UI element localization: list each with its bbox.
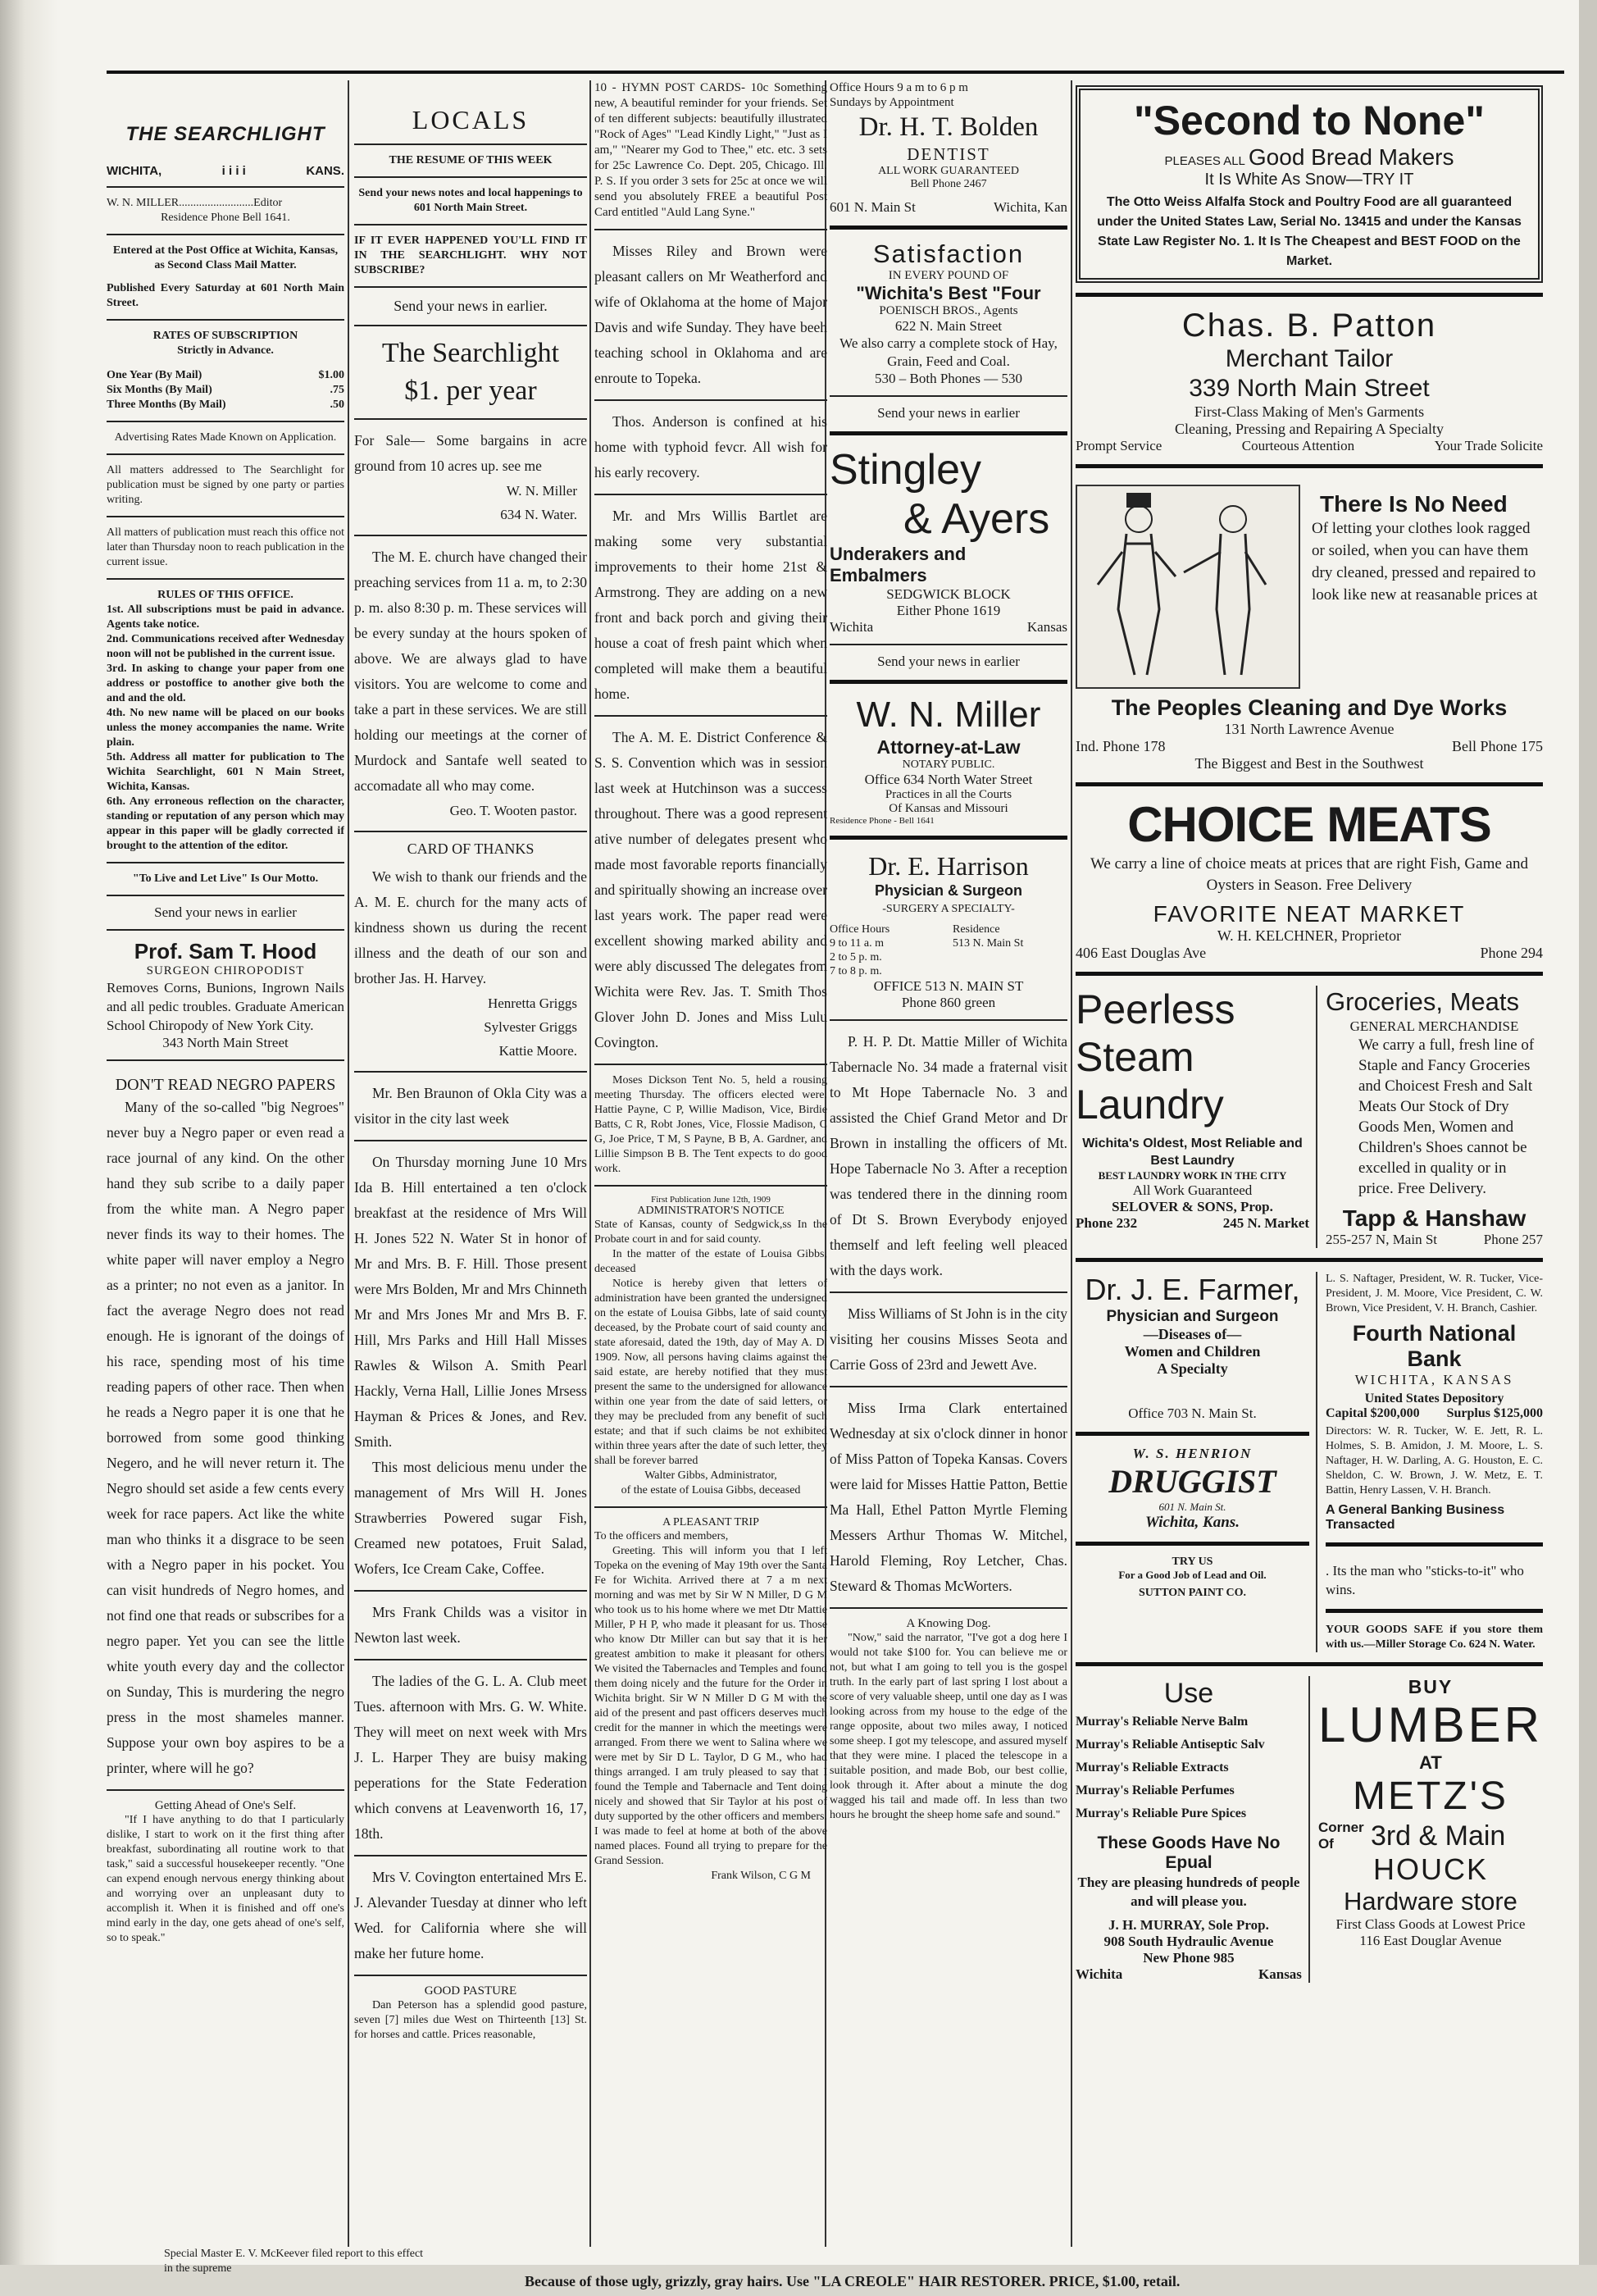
locals-title: LOCALS xyxy=(412,105,530,134)
column-5 xyxy=(1076,80,1543,2247)
peerless-body: Wichita's Oldest, Most Reliable and Best Laundry xyxy=(1082,1137,1303,1168)
miller-title: Attorney-at-Law xyxy=(876,736,1021,758)
divider xyxy=(1076,782,1543,786)
miller-states: Of Kansas and Missouri xyxy=(889,802,1008,815)
gla-item: The ladies of the G. L. A. Club meet Tues. afternoon with Mrs. G. W. White. They will meet on next week with Mrs J. L. Harper They are buisy making peperations for the State Federation which convens at Leavenworth 16, 17, 18th. xyxy=(354,1673,587,1842)
divider xyxy=(107,186,344,188)
rule-item: 3rd. In asking to change your paper from one address or postoffice to another give both the and and the old. xyxy=(107,663,344,704)
clark-item: Miss Irma Clark entertained Wednesday at six o'clock dinner in honor of Miss Patton of Topeka Kansas. Covers were laid for Misses Hattie Patton, Bettie Ma Hall, Ethel Patton Myrtle Fleming Messers Arthur Thomas W. Mitchel, Harold Fleming, Roy Letcher, Chas. Steward & Thomas McWorters. xyxy=(830,1400,1067,1594)
locals-if-ever: IF IT EVER HAPPENED YOU'LL FIND IT IN THE SEARCHLIGHT. WHY NOT SUBSCRIBE? xyxy=(354,235,587,276)
notice-pub: First Publication June 12th, 1909 xyxy=(651,1195,771,1205)
divider xyxy=(354,1140,587,1141)
harrison-specialty: -SURGERY A SPECIALTY- xyxy=(882,903,1015,915)
miller-office: Office 634 North Water Street xyxy=(864,772,1033,787)
bartlet-item: Mr. and Mrs Willis Bartlet are making some very substantial improvements to their home 21st & Armstrong. They are adding on a new front and back porch and giving their house a coat of fresh paint which when completed will make them a beautiful home. xyxy=(594,508,827,702)
divider xyxy=(1076,293,1543,297)
hood-name: Prof. Sam T. Hood xyxy=(134,939,317,963)
column-rule xyxy=(589,80,591,2247)
page-binding-edge xyxy=(0,0,57,2296)
rule-item: 1st. All subscriptions must be paid in advance. Agents take notice. xyxy=(107,604,344,631)
cleaning-cartoon-illustration xyxy=(1077,486,1295,684)
sutton-name: SUTTON PAINT CO. xyxy=(1138,1587,1247,1599)
notice-matter: In the matter of the estate of Louisa Gibbs, deceased xyxy=(594,1248,827,1275)
rates-title: RATES OF SUBSCRIPTION xyxy=(152,330,298,342)
pasture-body: Dan Peterson has a splendid good pasture, seven [7] miles due West on Thirteenth [13] St. for horses and cattle. Prices reasonable, xyxy=(354,1999,587,2041)
peerless-line: Steam xyxy=(1076,1034,1194,1080)
forsale-item: For Sale— Some bargains in acre ground from 10 acres up. see me xyxy=(354,432,587,474)
notice-sig-2: of the estate of Louisa Gibbs, deceased xyxy=(621,1484,801,1496)
rate-row: Three Months (By Mail) .50 xyxy=(107,399,344,411)
masthead-residence: Residence Phone Bell 1641. xyxy=(161,212,290,224)
negro-papers-body: Many of the so-called "big Negroes" never buy a Negro paper or even read a race journal of any kind. On the other hand they sub scribe to a daily paper from the white man. A Negro paper never finds its way to their homes. The white paper will naver employ a Negro as a printer; no not even as a janitor. In fact the average Negro does not read enough. He is ignorant of the doings of his race, spending most of his time reading papers of other race. Then when he reads a Negro paper it is one that he borrowed from some good thinking Negero, and he will never return it. The Negro should set aside a few cents every week for race papers. Act like the white man who thinks it a disgrace to be seen with a Negro paper in his pocket. You can visit hundreds of Negro homes, and not find one that reads or subscribes for a negro paper. Yet you can see the little white youth every day and the collector on Sunday, This is murdering the negro press in the most shameles manner. Suppose your own boy aspires to be a printer, where will he go? xyxy=(107,1099,344,1776)
patton-make: First-Class Making of Men's Garments xyxy=(1194,403,1425,420)
peerless-address-row: Phone 232 245 N. Market xyxy=(1076,1215,1309,1231)
thanks-body: We wish to thank our friends and the A. M. E. church for the many acts of kindness shown us during the recent illness and the death of our son and brother Jas. H. Harvey. xyxy=(354,868,587,986)
advertising-note: Advertising Rates Made Known on Application. xyxy=(114,431,337,444)
laundry-groceries-row xyxy=(1076,986,1543,1248)
bolden-hours: Office Hours 9 a m to 6 p m xyxy=(830,81,968,94)
forsale-sig-address: 634 N. Water. xyxy=(500,507,577,522)
groceries-name: Tapp & Hanshaw xyxy=(1342,1205,1526,1231)
bank-capital-row: Capital $200,000 Surplus $125,000 xyxy=(1326,1406,1543,1420)
column-4 xyxy=(830,80,1067,2247)
divider xyxy=(107,578,344,580)
childs-item: Mrs Frank Childs was a visitor in Newton last week. xyxy=(354,1604,587,1646)
searchlight-promo-title: The Searchlight xyxy=(381,338,560,368)
divider xyxy=(1326,1609,1543,1613)
white-as-snow: It Is White As Snow—TRY IT xyxy=(1204,171,1414,189)
divider xyxy=(354,831,587,832)
dog-body: "Now," said the narrator, "I've got a dog here I would not take $100 for. You can believe me or not, but what I am going to tell you is the gospel truth. In the early part of last spring I lost about a score of very valuable sheep, until one day as I was looking across from my house to the edge of the range opposite, about two miles away, I noticed some sheep. I got my telescope, and assured myself that they were mine. I placed the telescope in a suitable position, and made Bob, our best collie, look through it. After about a minute the dog wagged his tail and made off. In less than two hours he brought the sheep home safe and sound." xyxy=(830,1632,1067,1821)
noneed-title: There Is No Need xyxy=(1320,491,1508,517)
patton-clean: Cleaning, Pressing and Repairing A Specialty xyxy=(1175,421,1444,437)
storage-ad: YOUR GOODS SAFE if you store them with us.—Miller Storage Co. 624 N. Water. xyxy=(1326,1624,1543,1651)
murray-pleasing: They are pleasing hundreds of people and will please you. xyxy=(1077,1875,1300,1909)
thanks-title: CARD OF THANKS xyxy=(407,840,535,857)
matters-note-2: All matters of publication must reach this office not later than Thursday noon to reach publication in the current issue. xyxy=(107,526,344,568)
harrison-office: OFFICE 513 N. MAIN ST xyxy=(873,978,1024,994)
murray-lumber-row xyxy=(1076,1676,1543,1983)
divider xyxy=(354,535,587,536)
rules-title: RULES OF THIS OFFICE. xyxy=(157,589,293,601)
bolden-address-row: 601 N. Main St Wichita, Kan xyxy=(830,199,1067,215)
groceries-sub: GENERAL MERCHANDISE xyxy=(1349,1018,1519,1034)
houck-store: Hardware store xyxy=(1344,1887,1517,1916)
bank-general: A General Banking Business Transacted xyxy=(1326,1503,1505,1532)
second-to-none-title: "Second to None" xyxy=(1134,98,1485,144)
divider xyxy=(830,431,1067,435)
peoples-phone-row: Ind. Phone 178 Bell Phone 175 xyxy=(1076,738,1543,754)
stingley-phone: Either Phone 1619 xyxy=(896,603,1001,618)
divider xyxy=(354,1659,587,1660)
divider xyxy=(354,1071,587,1073)
hood-body: Removes Corns, Bunions, Ingrown Nails and all pedic troubles. Graduate American School Chiropody of New York City. xyxy=(107,980,344,1033)
divider xyxy=(354,1975,587,1976)
riley-item: Misses Riley and Brown were pleasant callers on Mr Weatherford and wife of Oklahoma at the home of Major Davis and wife Sunday. They have beeh teaching school in Oklahoma and are enroute to Topeka. xyxy=(594,243,827,386)
peoples-best: The Biggest and Best in the Southwest xyxy=(1194,755,1424,772)
ahead-body: "If I have anything to do that I particularly dislike, I start to work on it the first thing after breakfast, subordinating all routine work to that task," said a successful housekeeper recently. "One can expend enough nervous energy thinking about and worrying over an unpleasant duty to accomplish it. When it is finished and off one's mind early in the day, one gets ahead of one's self, so to speak." xyxy=(107,1814,344,1944)
bolden-guarantee: ALL WORK GUARANTEED xyxy=(878,165,1019,177)
send-news-note: Send your news in earlier xyxy=(154,904,297,920)
notice-body: Notice is hereby given that letters of administration have been granted the undersigned on the estate of Louisa Gibbs, late of said county deceased, by the Probate court of said county and state aforesaid, dated the 19th, day of May A. D. 1909. Now, all persons having claims against the said estate, are hereby notified that they must present the same to the undersigned for allowance within one year from the date of said letters, or they may be precluded from any benefit of such estate; and that if such claims be not exhibited within three years after the date of such letter, they shall be forever barred xyxy=(594,1278,827,1467)
divider xyxy=(354,176,587,178)
lumber-metz: METZ'S xyxy=(1353,1774,1508,1818)
stingley-line-2: & Ayers xyxy=(903,495,1050,543)
stingley-block: SEDGWICK BLOCK xyxy=(886,586,1011,602)
masthead-location: WICHITA, i i i i KANS. xyxy=(107,164,344,178)
patton-address: 339 North Main Street xyxy=(1189,375,1430,402)
me-church-item: The M. E. church have changed their preaching services from 11 a. m, to 2:30 p. m. also 8:30 p. m. These services will be every sunday at the hours spoken of above. We are always glad to have visitors. You are welcome to come and take a part in these services. We are still holding our meetings at the corner of Murdock and Santafe well seated to accomadate all who may come. xyxy=(354,549,587,794)
bolden-phone: Bell Phone 2467 xyxy=(910,178,987,190)
trip-title: A PLEASANT TRIP xyxy=(662,1516,759,1528)
top-rule xyxy=(107,71,1564,74)
hymn-ad: 10 - HYMN POST CARDS- 10c Something new, A beautiful reminder for your friends. Set of ten different subjects: beautifully illustrated "Rock of Ages" "Lead Kindly Light," "Just as I am," "Nearer my God to Thee," etc. etc. 3 sets for 25c Lawrence Co. Dept. 205, Chicago. Ill. P. S. If you order 3 sets for 25c at once we will send you absolutely FREE a beautiful Post Card entitled "Auld Lang Syne." xyxy=(594,81,827,219)
miller-notary: NOTARY PUBLIC. xyxy=(902,758,995,771)
rule-item: 5th. Address all matter for publication to The Wichita Searchlight, 601 N Main Street, Wichita, Kansas. xyxy=(107,751,344,793)
divider xyxy=(354,1590,587,1592)
bottom-left-fragment: Special Master E. V. McKeever filed report to this effect in the supreme xyxy=(164,2248,424,2275)
divider xyxy=(830,1019,1067,1021)
notice-sig: Walter Gibbs, Administrator, xyxy=(644,1469,777,1482)
murray-item: Murray's Reliable Extracts xyxy=(1076,1761,1229,1774)
negro-papers-headline: DON'T READ NEGRO PAPERS xyxy=(115,1076,336,1094)
murray-use: Use xyxy=(1163,1678,1214,1709)
satisfaction-flour: "Wichita's Best "Four xyxy=(856,283,1041,303)
stingley-line-1: Stingley xyxy=(830,446,981,494)
divider xyxy=(594,494,827,495)
divider xyxy=(107,453,344,455)
divider xyxy=(107,895,344,896)
locals-send-news: Send your news in earlier. xyxy=(394,298,548,314)
peerless-guarantee: All Work Guaranteed xyxy=(1132,1182,1253,1198)
bolden-title: DENTIST xyxy=(907,144,990,164)
divider xyxy=(107,516,344,517)
groceries-ad xyxy=(1326,986,1543,1248)
satisfaction-body: We also carry a complete stock of Hay, Grain, Feed and Coal. xyxy=(839,335,1058,369)
mattie-miller-item: P. H. P. Dt. Mattie Miller of Wichita Tabernacle No. 34 made a fraternal visit to Mt Hope Tabernacle No. 3 and assisted the Chief Grand Metor and Dr Brown in installing the officers of Mt. Hope Tabernacle No 3. After a reception was tendered there in the dinning room of Dt S. Brown Everybody enjoyed themself and left feeling well pleaced with the days work. xyxy=(830,1033,1067,1278)
braunon-item: Mr. Ben Braunon of Okla City was a visitor in the city last week xyxy=(354,1085,587,1127)
lumber-at: AT xyxy=(1419,1752,1442,1773)
searchlight-promo-price: $1. per year xyxy=(404,376,537,406)
murray-city-row: Wichita Kansas xyxy=(1076,1966,1302,1982)
satisfaction-address: 622 N. Main Street xyxy=(894,318,1003,334)
matters-note: All matters addressed to The Searchlight for publication must be signed by one party or parties writing. xyxy=(107,464,344,506)
divider xyxy=(1076,1662,1543,1666)
me-church-sig: Geo. T. Wooten pastor. xyxy=(449,803,577,818)
peerless-prop: SELOVER & SONS, Prop. xyxy=(1112,1199,1273,1214)
meats-body: We carry a line of choice meats at prices that are right Fish, Game and Oysters in Season. Free Delivery xyxy=(1090,855,1528,894)
divider xyxy=(594,1506,827,1508)
harrison-hours: Office Hours 9 to 11 a. m 2 to 5 p. m. 7 to 8 p. m. xyxy=(830,923,890,977)
rate-row: One Year (By Mail) $1.00 xyxy=(107,369,344,381)
murray-ad xyxy=(1076,1676,1310,1983)
druggist-name: W. S. HENRION xyxy=(1132,1446,1253,1461)
bread-line: PLEASES ALL Good Bread Makers xyxy=(1164,144,1454,170)
covington-item: Mrs V. Covington entertained Mrs E. J. Alevander Tuesday at dinner who left Wed. for California where she will make her future home. xyxy=(354,1869,587,1961)
notice-head: State of Kansas, county of Sedgwick,ss In the Probate court in and for said county. xyxy=(594,1219,827,1246)
harrison-hours-block xyxy=(830,922,1067,978)
divider xyxy=(354,1855,587,1856)
satisfaction-every: IN EVERY POUND OF xyxy=(888,269,1009,282)
forsale-sig: W. N. Miller xyxy=(506,483,577,499)
sutton-tryus: TRY US xyxy=(1172,1556,1213,1568)
rate-row: Six Months (By Mail) .75 xyxy=(107,384,344,396)
divider xyxy=(107,1789,344,1791)
houck-name: HOUCK xyxy=(1372,1852,1488,1886)
bank-city: WICHITA, KANSAS xyxy=(1354,1372,1514,1387)
houck-corner-row: Corner Of 3rd & Main xyxy=(1317,1820,1506,1852)
miller-residence: Residence Phone - Bell 1641 xyxy=(830,816,935,826)
thanks-sig: Kattie Moore. xyxy=(498,1043,577,1059)
patton-slogan-row: Prompt Service Courteous Attention Your Trade Solicite xyxy=(1076,438,1543,453)
groceries-title: Groceries, Meats xyxy=(1326,987,1520,1016)
divider xyxy=(830,226,1067,230)
patton-title: Merchant Tailor xyxy=(1225,345,1394,372)
bank-officers: L. S. Naftager, President, W. R. Tucker, Vice-President, J. M. Moore, Vice President, C. W. Brown, Vice President, V. H. Branch, Cashier. xyxy=(1326,1273,1543,1314)
houck-address: 116 East Douglar Avenue xyxy=(1359,1933,1502,1948)
meats-proprietor: W. H. KELCHNER, Proprietor xyxy=(1217,927,1402,944)
meats-market: FAVORITE NEAT MARKET xyxy=(1153,901,1466,927)
stingley-city-row: Wichita Kansas xyxy=(830,619,1067,635)
farmer-ad xyxy=(1076,1272,1317,1652)
bank-ad xyxy=(1326,1272,1543,1652)
thanks-sig: Sylvester Griggs xyxy=(484,1019,577,1035)
farmer-diseases: —Diseases of— xyxy=(1143,1326,1242,1342)
houck-goods: First Class Goods at Lowest Price xyxy=(1335,1916,1526,1932)
divider xyxy=(354,325,587,326)
harrison-title: Physician & Surgeon xyxy=(874,882,1023,899)
divider xyxy=(830,836,1067,840)
bolden-sundays: Sundays by Appointment xyxy=(830,96,954,109)
column-3 xyxy=(594,80,827,2247)
divider xyxy=(1326,1542,1543,1547)
druggist-title: DRUGGIST xyxy=(1108,1463,1276,1500)
send-news-note: Send your news in earlier xyxy=(877,405,1020,421)
divider xyxy=(830,1292,1067,1293)
farmer-wc: Women and Children xyxy=(1124,1343,1261,1360)
masthead-published: Published Every Saturday at 601 North Main Street. xyxy=(107,282,344,309)
divider xyxy=(354,144,587,145)
sutton-body: For a Good Job of Lead and Oil. xyxy=(1118,1569,1267,1581)
divider xyxy=(107,929,344,931)
murray-item: Murray's Reliable Antiseptic Salv xyxy=(1076,1738,1265,1752)
divider xyxy=(1076,1258,1543,1262)
peerless-line: Peerless xyxy=(1076,986,1235,1032)
divider xyxy=(107,234,344,235)
bank-name: Fourth National Bank xyxy=(1352,1321,1517,1371)
bolden-name: Dr. H. T. Bolden xyxy=(858,112,1039,142)
divider xyxy=(830,1607,1067,1609)
groceries-address-row: 255-257 N, Main St Phone 257 xyxy=(1326,1232,1543,1247)
divider xyxy=(594,1064,827,1065)
farmer-office: Office 703 N. Main St. xyxy=(1128,1405,1257,1421)
satisfaction-phone: 530 – Both Phones — 530 xyxy=(875,371,1022,386)
bank-directors: Directors: W. R. Tucker, W. E. Jett, R. L. Holmes, S. B. Amidon, J. M. Moore, L. S. Naftager, H. W. Darling, A. G. Houston, E. C. Sheldon, C. W. Brown, J. W. Metz, E. T. Battin, Henry Lassen, V. H. Branch. xyxy=(1326,1425,1543,1496)
notice-title: ADMINISTRATOR'S NOTICE xyxy=(637,1205,785,1217)
divider xyxy=(594,399,827,401)
divider xyxy=(354,418,587,420)
divider xyxy=(107,421,344,422)
lumber-hardware-ad xyxy=(1318,1676,1543,1983)
thanks-sig: Henretta Griggs xyxy=(487,995,577,1011)
divider xyxy=(1076,1432,1309,1436)
cleaning-ad-top xyxy=(1076,478,1543,695)
divider xyxy=(830,680,1067,684)
satisfaction-bros: POENISCH BROS., Agents xyxy=(879,304,1018,317)
ame-item: The A. M. E. District Conference & S. S. Convention which was in session last week at Hutchinson was a success throughout. There was a good represent ative number of delegates present who made most favorable reports financially and spiritually showing an increase over last years work. The paper read were excellent showing marked ability and were ably discussed The delegates from Wichita were Rev. Jas. T. Smith Thos Glover John D. Jones and Miss Lulu Covington. xyxy=(594,729,827,1050)
send-news-note: Send your news in earlier xyxy=(877,654,1020,669)
ahead-headline: Getting Ahead of One's Self. xyxy=(154,1799,297,1812)
masthead-entered: Entered at the Post Office at Wichita, Kansas, as Second Class Mail Matter. xyxy=(112,244,339,271)
druggist-city: Wichita, Kans. xyxy=(1145,1514,1240,1531)
bottom-hair-restorer-ad: Because of those ugly, grizzly, gray hairs. Use "LA CREOLE" HAIR RESTORER. PRICE, $1.00, retail. xyxy=(525,2273,1181,2289)
farmer-specialty: A Specialty xyxy=(1157,1360,1228,1377)
divider xyxy=(1076,464,1543,468)
cleaning-cartoon-image xyxy=(1076,485,1300,689)
murray-phone: New Phone 985 xyxy=(1143,1950,1235,1966)
stingley-line-3: Underakers and Embalmers xyxy=(830,544,967,585)
murray-address: 908 South Hydraulic Avenue xyxy=(1103,1934,1274,1949)
divider xyxy=(594,715,827,717)
noneed-text xyxy=(1312,478,1543,695)
meats-address-row: 406 East Douglas Ave Phone 294 xyxy=(1076,945,1543,961)
harrison-residence: Residence 513 N. Main St xyxy=(953,923,1024,950)
miller-name: W. N. Miller xyxy=(856,695,1041,735)
williams-item: Miss Williams of St John is in the city visiting her cousins Misses Seota and Carrie Goss of 23rd and Jewett Ave. xyxy=(830,1305,1067,1373)
anderson-item: Thos. Anderson is confined at his home with typhoid fevcr. All wish for his early recovery. xyxy=(594,413,827,481)
hill-item: On Thursday morning June 10 Mrs Ida B. Hill entertained a ten o'clock breakfast at the residence of Mrs Will H. Jones 522 N. Water St in honor of Mr and Mrs. B. F. Hill. Those present were Mrs Bolden, Mr and Mrs Chinneth Mr and Mrs Jones Mr and Mrs B. F. Hill, Mrs Parks and Hill Hall Misses Rawles & Wilson A. Smith Pearl Hackly, Verna Hall, Lillie Jones Mrsess Hayman & Prices & Jones, and Rev. Smith. xyxy=(354,1154,587,1450)
dickson-item: Moses Dickson Tent No. 5, held a rousing meeting Thursday. The officers elected were. Hattie Payne, C P, Willie Madison, Vice, Birdie Batts, C R, Robt Jones, Vice, Flossie Madison, C G, Joe Price, T M, S Payne, B B, A. Gardner, and Lillie Simpson B B. The Tent expects to do good work. xyxy=(594,1074,827,1175)
druggist-address: 601 N. Main St. xyxy=(1158,1501,1226,1513)
meats-title: CHOICE MEATS xyxy=(1127,797,1491,852)
rule-item: 4th. No new name will be placed on our books unless the money accompanies the name. Write plain. xyxy=(107,707,344,749)
peerless-best: BEST LAUNDRY WORK IN THE CITY xyxy=(1098,1169,1287,1182)
hood-address: 343 North Main Street xyxy=(162,1035,289,1050)
otto-weiss-ad xyxy=(1076,85,1543,283)
murray-no-equal: These Goods Have No Epual xyxy=(1097,1834,1281,1872)
sticks-note: . Its the man who "sticks-to-it" who wins. xyxy=(1326,1563,1524,1597)
divider xyxy=(107,1059,344,1061)
rule-item: 6th. Any erroneous reflection on the character, standing or reputation of any person which may appear in this paper will be gladly corrected if brought to the attention of the editor. xyxy=(107,795,344,852)
murray-name: J. H. MURRAY, Sole Prop. xyxy=(1108,1917,1269,1933)
farmer-title: Physician and Surgeon xyxy=(1106,1308,1279,1325)
farmer-name: Dr. J. E. Farmer, xyxy=(1085,1273,1300,1306)
murray-item: Murray's Reliable Nerve Balm xyxy=(1076,1715,1249,1729)
noneed-body: Of letting your clothes look ragged or soiled, when you can have them dry cleaned, pressed and repaired to look like new at reasanable prices at xyxy=(1312,520,1538,604)
trip-sig: Frank Wilson, C G M xyxy=(711,1870,811,1882)
divider xyxy=(354,286,587,288)
motto: "To Live and Let Live" Is Our Motto. xyxy=(132,872,319,885)
trip-body: Greeting. This will inform you that I left Topeka on the evening of May 19th over the Santa Fe for Wichita. Arrived there at 7 a m next morning and was met by Sir W N Miller, D G M who took us to his home where we met Dtr Mattie Miller, P H P, who made it pleasant for us. Those who know Dtr Miller can but say that it is her greatest ambition to make it pleasant for others. We visited the Tabernacles and Temples and found them doing nicely and the future for the Order in Wichita bright. Sir W N Miller D G M with the aid of the present and past officers deserves much credit for the manner in which the meetings were arranged. From there we went to Salina where we were met by Sir D L. Taylor, D G M., who had things arranged. I am truly pleased to say that I found the Temple and Tabernacle and Tent doing nicely and showed that Sir Taylor at his post of duty supported by the other officers and members. I was made to feel at home at both of the above named places. Found all trying to prepare for the Grand Session. xyxy=(594,1545,827,1867)
rates-sub: Strictly in Advance. xyxy=(177,344,274,357)
lumber-buy: BUY xyxy=(1408,1676,1454,1697)
divider xyxy=(594,1185,827,1187)
satisfaction-title: Satisfaction xyxy=(872,239,1025,268)
menu-item: This most delicious menu under the management of Mrs Will H. Jones Strawberries Powered sugar Fish, Creamed new potatoes, Fruit Salad, Wofers, Ice Cream Cake, Coffee. xyxy=(354,1459,587,1577)
column-2 xyxy=(354,80,587,2247)
dog-title: A Knowing Dog. xyxy=(906,1617,991,1630)
peoples-address: 131 North Lawrence Avenue xyxy=(1224,721,1395,737)
column-1 xyxy=(107,80,344,2247)
peerless-line: Laundry xyxy=(1076,1082,1224,1128)
murray-item: Murray's Reliable Pure Spices xyxy=(1076,1806,1247,1820)
miller-courts: Practices in all the Courts xyxy=(885,788,1012,801)
divider xyxy=(354,224,587,226)
divider xyxy=(830,395,1067,397)
divider xyxy=(107,862,344,863)
peerless-ad xyxy=(1076,986,1317,1248)
locals-send-notes: Send your news notes and local happenings to 601 North Main Street. xyxy=(358,187,583,214)
otto-weiss-body: The Otto Weiss Alfalfa Stock and Poultry Food are all guaranteed under the United States Law, Serial No. 13415 and under the Kansas State Law Register No. 1. It Is The Cheapest and BEST FOOD on the Market. xyxy=(1097,195,1522,268)
page-right-edge xyxy=(1579,0,1597,2296)
divider xyxy=(594,229,827,230)
peoples-name: The Peoples Cleaning and Dye Works xyxy=(1111,695,1508,720)
harrison-phone: Phone 860 green xyxy=(901,995,996,1010)
divider xyxy=(830,1386,1067,1387)
divider xyxy=(1076,1542,1309,1546)
column-rule xyxy=(348,80,349,2247)
masthead-editor: W. N. MILLER..........................Editor xyxy=(107,197,283,209)
bank-depository: United States Depository xyxy=(1364,1392,1504,1405)
trip-to: To the officers and members, xyxy=(594,1530,729,1542)
pasture-title: GOOD PASTURE xyxy=(424,1984,517,1998)
harrison-name: Dr. E. Harrison xyxy=(868,851,1029,881)
divider xyxy=(1076,972,1543,976)
farmer-bank-row xyxy=(1076,1272,1543,1652)
divider xyxy=(830,644,1067,645)
column-rule xyxy=(1071,80,1072,2247)
murray-item: Murray's Reliable Perfumes xyxy=(1076,1784,1235,1797)
divider xyxy=(107,319,344,321)
masthead-title: THE SEARCHLIGHT xyxy=(125,123,325,145)
groceries-body: We carry a full, fresh line of Staple and Fancy Groceries and Choicest Fresh and Salt Meats Our Stock of Dry Goods Men, Women and Children's Shoes cannot be excelled in quality or in price. Free Delivery. xyxy=(1358,1036,1535,1197)
lumber-title: LUMBER xyxy=(1317,1697,1543,1752)
patton-name: Chas. B. Patton xyxy=(1181,308,1437,344)
rates-list xyxy=(107,368,344,412)
hood-title: SURGEON CHIROPODIST xyxy=(146,964,305,977)
rule-item: 2nd. Communications received after Wednesday noon will not be published in the current issue. xyxy=(107,633,344,660)
locals-resume: THE RESUME OF THIS WEEK xyxy=(389,154,553,166)
